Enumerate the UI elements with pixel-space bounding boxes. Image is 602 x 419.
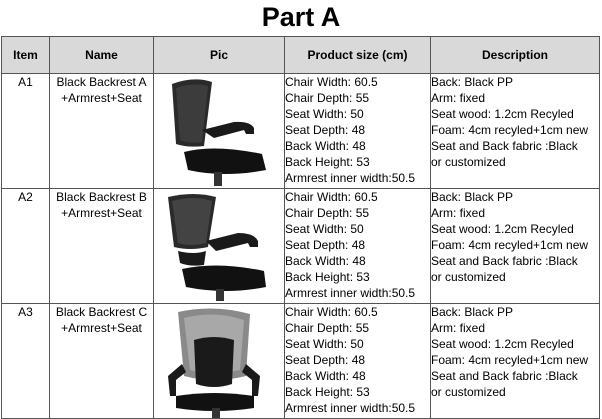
item-name	[50, 304, 154, 419]
description-line: or customized	[431, 270, 506, 284]
size-line: Back Width: 48	[285, 369, 366, 383]
table-row	[2, 189, 600, 304]
size-line: Seat Width: 50	[285, 337, 364, 351]
description-line: Back: Black PP	[431, 190, 514, 204]
description-line: Seat and Back fabric :Black	[431, 254, 578, 268]
description-line: Foam: 4cm recyled+1cm new	[431, 123, 589, 137]
size-line: Armrest inner width:50.5	[285, 286, 416, 300]
product-picture	[154, 189, 285, 304]
size-line: Chair Width: 60.5	[285, 305, 378, 319]
description-line: or customized	[431, 155, 506, 169]
table-row	[2, 74, 600, 189]
description-line: Seat and Back fabric :Black	[431, 139, 578, 153]
size-line: Chair Depth: 55	[285, 206, 370, 220]
size-line: Seat Depth: 48	[285, 123, 366, 137]
header-size: Product size (cm)	[285, 37, 431, 74]
description-line: Seat wood: 1.2cm Recyled	[431, 337, 574, 351]
description-cell	[431, 189, 600, 304]
size-line: Back Height: 53	[285, 155, 370, 169]
size-line: Seat Depth: 48	[285, 353, 366, 367]
item-name-line: +Armrest+Seat	[61, 206, 142, 220]
description-line: Arm: fixed	[431, 321, 486, 335]
size-line: Back Width: 48	[285, 139, 366, 153]
description-line: Back: Black PP	[431, 75, 514, 89]
item-name	[50, 189, 154, 304]
item-name-line: Black Backrest B	[56, 190, 147, 204]
description-cell	[431, 74, 600, 189]
office-chair-back-icon	[154, 304, 285, 418]
size-line: Chair Width: 60.5	[285, 75, 378, 89]
header-row	[2, 37, 600, 74]
description-line: or customized	[431, 385, 506, 399]
size-line: Seat Depth: 48	[285, 238, 366, 252]
product-picture	[154, 74, 285, 189]
size-cell	[285, 304, 431, 419]
description-line: Back: Black PP	[431, 305, 514, 319]
item-code: A1	[2, 74, 50, 189]
item-name-line: Black Backrest A	[56, 75, 147, 89]
size-line: Back Height: 53	[285, 385, 370, 399]
product-table	[1, 36, 600, 419]
description-line: Seat and Back fabric :Black	[431, 369, 578, 383]
page-title: Part A	[261, 2, 341, 32]
size-line: Chair Depth: 55	[285, 91, 370, 105]
description-cell	[431, 304, 600, 419]
item-name-line: Black Backrest C	[55, 305, 148, 319]
product-picture	[154, 304, 285, 419]
header-item: Item	[2, 37, 50, 74]
size-line: Armrest inner width:50.5	[285, 401, 416, 415]
description-line: Arm: fixed	[431, 91, 486, 105]
item-code: A2	[2, 189, 50, 304]
office-chair-mesh-icon	[154, 189, 285, 303]
size-line: Chair Width: 60.5	[285, 190, 378, 204]
size-cell	[285, 74, 431, 189]
size-line: Seat Width: 50	[285, 107, 364, 121]
size-line: Armrest inner width:50.5	[285, 171, 416, 185]
header-pic: Pic	[154, 37, 285, 74]
header-description: Description	[431, 37, 600, 74]
item-code: A3	[2, 304, 50, 419]
header-name: Name	[50, 37, 154, 74]
size-cell	[285, 189, 431, 304]
size-line: Seat Width: 50	[285, 222, 364, 236]
item-name-line: +Armrest+Seat	[61, 321, 142, 335]
size-line: Chair Depth: 55	[285, 321, 370, 335]
item-name-line: +Armrest+Seat	[61, 91, 142, 105]
office-chair-mesh-icon	[154, 74, 285, 188]
description-line: Foam: 4cm recyled+1cm new	[431, 353, 589, 367]
size-line: Back Height: 53	[285, 270, 370, 284]
size-line: Back Width: 48	[285, 254, 366, 268]
description-line: Foam: 4cm recyled+1cm new	[431, 238, 589, 252]
table-row	[2, 304, 600, 419]
description-line: Arm: fixed	[431, 206, 486, 220]
description-line: Seat wood: 1.2cm Recyled	[431, 107, 574, 121]
description-line: Seat wood: 1.2cm Recyled	[431, 222, 574, 236]
item-name	[50, 74, 154, 189]
